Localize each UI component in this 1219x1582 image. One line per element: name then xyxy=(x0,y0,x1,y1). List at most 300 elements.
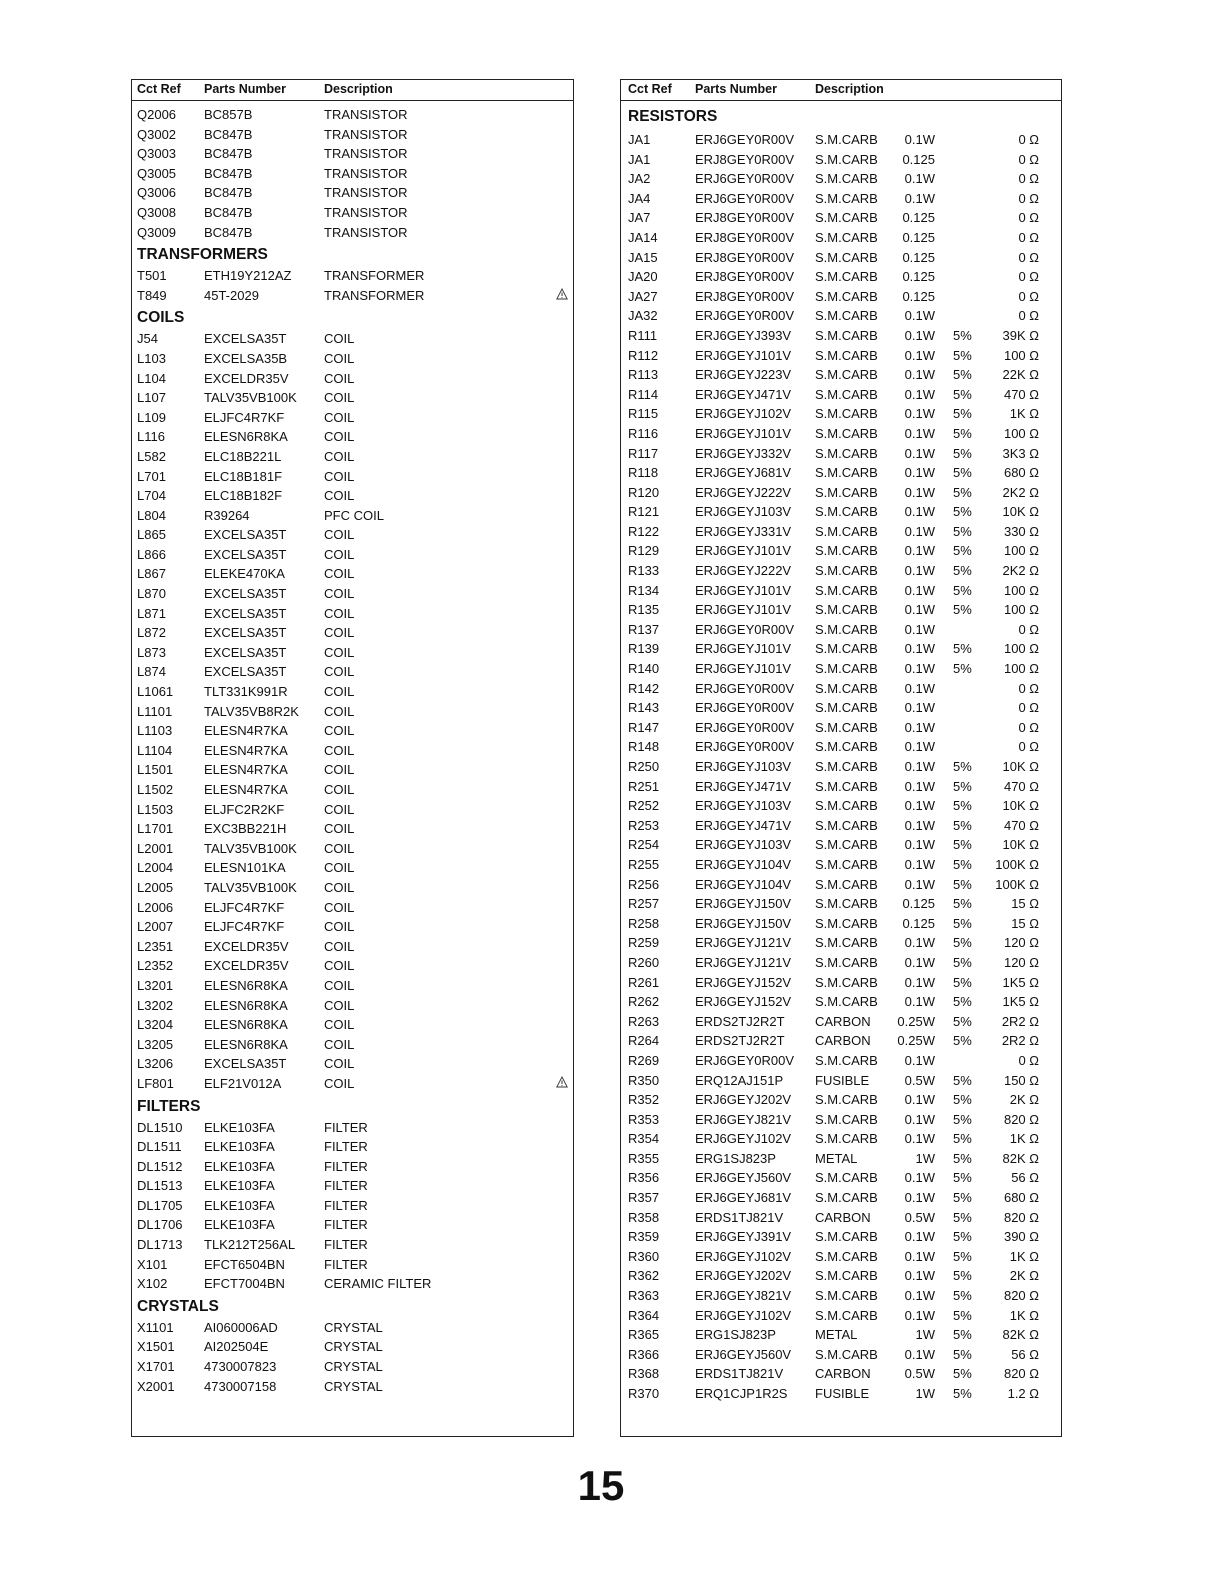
power-rating: 0.1W xyxy=(904,563,935,579)
table-row xyxy=(132,878,573,898)
tolerance: 5% xyxy=(953,1033,972,1049)
parts-number: EXCELSA35B xyxy=(204,350,288,366)
tolerance: 5% xyxy=(953,1248,972,1264)
table-row xyxy=(132,858,573,878)
table-row xyxy=(132,760,573,780)
power-rating: 0.1W xyxy=(904,798,935,814)
description: COIL xyxy=(324,409,355,425)
parts-number: EXCELSA35T xyxy=(204,527,287,543)
parts-number: ERJ8GEY0R00V xyxy=(695,229,794,245)
table-row xyxy=(621,698,1061,718)
cct-ref: R357 xyxy=(628,1190,660,1206)
cct-ref: R253 xyxy=(628,817,660,833)
power-rating: 0.1W xyxy=(904,1111,935,1127)
parts-number: BC847B xyxy=(204,126,253,142)
description: CARBON xyxy=(815,1033,871,1049)
cct-ref: L701 xyxy=(137,468,166,484)
parts-number: TALV35VB100K xyxy=(204,879,297,895)
table-row xyxy=(621,1090,1061,1110)
parts-number: ELESN4R7KA xyxy=(204,723,288,739)
cct-ref: JA27 xyxy=(628,288,658,304)
cct-ref: R257 xyxy=(628,896,660,912)
cct-ref: R362 xyxy=(628,1268,660,1284)
description: S.M.CARB xyxy=(815,523,878,539)
table-row xyxy=(621,1286,1061,1306)
cct-ref: L1501 xyxy=(137,762,174,778)
cct-ref: R254 xyxy=(628,837,660,853)
power-rating: 0.25W xyxy=(897,1013,935,1029)
table-row xyxy=(621,1364,1061,1384)
cct-ref: R147 xyxy=(628,719,660,735)
table-row xyxy=(132,564,573,584)
description: FILTER xyxy=(324,1237,368,1253)
power-rating: 0.1W xyxy=(904,386,935,402)
table-header xyxy=(132,80,573,101)
resistance-value: 120 Ω xyxy=(1003,935,1039,951)
description: S.M.CARB xyxy=(815,974,878,990)
resistance-value: 3K3 Ω xyxy=(1002,445,1039,461)
parts-number: BC847B xyxy=(204,224,253,240)
parts-number: ERJ6GEYJ102V xyxy=(695,406,792,422)
power-rating: 1W xyxy=(915,1327,935,1343)
table-row xyxy=(621,228,1061,248)
description: S.M.CARB xyxy=(815,1229,878,1245)
description: FILTER xyxy=(324,1119,368,1135)
power-rating: 0.1W xyxy=(904,1052,935,1068)
header-parts-number: Parts Number xyxy=(695,82,777,96)
parts-number: ELKE103FA xyxy=(204,1178,275,1194)
resistance-value: 820 Ω xyxy=(1003,1111,1039,1127)
description: S.M.CARB xyxy=(815,504,878,520)
parts-number: ERJ6GEYJ101V xyxy=(695,543,792,559)
tolerance: 5% xyxy=(953,1150,972,1166)
parts-number: ERJ6GEYJ150V xyxy=(695,915,792,931)
description: S.M.CARB xyxy=(815,582,878,598)
parts-number: ERJ6GEYJ331V xyxy=(695,523,792,539)
tolerance: 5% xyxy=(953,406,972,422)
table-row xyxy=(621,150,1061,170)
cct-ref: L873 xyxy=(137,644,166,660)
resistance-value: 15 Ω xyxy=(1011,896,1039,912)
power-rating: 0.1W xyxy=(904,994,935,1010)
description: S.M.CARB xyxy=(815,367,878,383)
table-row xyxy=(132,144,573,164)
tolerance: 5% xyxy=(953,974,972,990)
table-row xyxy=(132,266,573,286)
section-heading xyxy=(132,242,573,266)
resistance-value: 2R2 Ω xyxy=(1001,1013,1039,1029)
description: S.M.CARB xyxy=(815,171,878,187)
parts-number: ELESN4R7KA xyxy=(204,762,288,778)
table-row xyxy=(132,1015,573,1035)
resistance-value: 0 Ω xyxy=(1018,190,1039,206)
resistance-value: 10K Ω xyxy=(1002,504,1039,520)
description: TRANSISTOR xyxy=(324,224,408,240)
cct-ref: L107 xyxy=(137,390,166,406)
parts-number: ERJ6GEYJ681V xyxy=(695,1190,792,1206)
table-header xyxy=(621,80,1061,101)
parts-number: BC847B xyxy=(204,185,253,201)
power-rating: 0.1W xyxy=(904,367,935,383)
parts-number: ERJ6GEYJ202V xyxy=(695,1092,792,1108)
cct-ref: J54 xyxy=(137,331,158,347)
tolerance: 5% xyxy=(953,543,972,559)
power-rating: 0.1W xyxy=(904,1092,935,1108)
parts-number: ERJ6GEYJ101V xyxy=(695,582,792,598)
parts-number: ERJ8GEY0R00V xyxy=(695,210,794,226)
power-rating: 0.5W xyxy=(904,1072,935,1088)
parts-number: ERJ6GEYJ223V xyxy=(695,367,792,383)
resistance-value: 100 Ω xyxy=(1003,347,1039,363)
table-row xyxy=(132,898,573,918)
cct-ref: Q3006 xyxy=(137,185,177,201)
cct-ref: R112 xyxy=(628,347,659,363)
cct-ref: R114 xyxy=(628,386,659,402)
power-rating: 0.125 xyxy=(902,269,935,285)
parts-number: ERJ6GEYJ222V xyxy=(695,563,792,579)
power-rating: 0.1W xyxy=(904,190,935,206)
section-heading xyxy=(132,305,573,329)
table-row xyxy=(621,816,1061,836)
resistance-value: 2R2 Ω xyxy=(1001,1033,1039,1049)
description: FUSIBLE xyxy=(815,1386,870,1401)
description: FILTER xyxy=(324,1197,368,1213)
resistance-value: 10K Ω xyxy=(1002,798,1039,814)
description: S.M.CARB xyxy=(815,1346,878,1362)
cct-ref: L1503 xyxy=(137,801,174,817)
description: COIL xyxy=(324,586,355,602)
resistance-value: 0 Ω xyxy=(1018,151,1039,167)
power-rating: 0.1W xyxy=(904,327,935,343)
description: COIL xyxy=(324,566,355,582)
description: COIL xyxy=(324,625,355,641)
description: S.M.CARB xyxy=(815,308,878,324)
resistance-value: 0 Ω xyxy=(1018,739,1039,755)
power-rating: 0.25W xyxy=(897,1033,935,1049)
table-row xyxy=(132,839,573,859)
description: S.M.CARB xyxy=(815,1248,878,1264)
power-rating: 0.1W xyxy=(904,445,935,461)
power-rating: 0.1W xyxy=(904,132,935,147)
tolerance: 5% xyxy=(953,327,972,343)
parts-number: ERJ6GEYJ121V xyxy=(695,954,792,970)
tolerance: 5% xyxy=(953,465,972,481)
table-row xyxy=(621,1149,1061,1169)
table-row xyxy=(132,1357,573,1377)
parts-number: ERJ6GEY0R00V xyxy=(695,190,794,206)
parts-number: EXCELSA35T xyxy=(204,1056,287,1072)
parts-number: ERJ6GEY0R00V xyxy=(695,680,794,696)
resistance-value: 470 Ω xyxy=(1003,386,1039,402)
parts-number: ELKE103FA xyxy=(204,1158,275,1174)
cct-ref: DL1513 xyxy=(137,1178,183,1194)
description: S.M.CARB xyxy=(815,288,878,304)
parts-number: ERJ6GEYJ101V xyxy=(695,641,792,657)
power-rating: 0.1W xyxy=(904,837,935,853)
description: COIL xyxy=(324,762,355,778)
description: TRANSISTOR xyxy=(324,204,408,220)
power-rating: 0.5W xyxy=(904,1366,935,1382)
parts-number: EXCELDR35V xyxy=(204,938,289,954)
parts-number: ERJ6GEY0R00V xyxy=(695,132,794,147)
tolerance: 5% xyxy=(953,1288,972,1304)
table-row xyxy=(621,561,1061,581)
resistance-value: 56 Ω xyxy=(1011,1346,1039,1362)
table-row xyxy=(132,662,573,682)
resistance-value: 0 Ω xyxy=(1018,680,1039,696)
tolerance: 5% xyxy=(953,1229,972,1245)
cct-ref: JA4 xyxy=(628,190,651,206)
resistance-value: 0 Ω xyxy=(1018,621,1039,637)
parts-number: EXCELSA35T xyxy=(204,644,287,660)
table-row xyxy=(132,388,573,408)
table-row xyxy=(132,223,573,243)
parts-number: ERDS1TJ821V xyxy=(695,1209,784,1225)
table-row xyxy=(621,894,1061,914)
description: TRANSISTOR xyxy=(324,185,408,201)
table-row xyxy=(132,1337,573,1357)
description: S.M.CARB xyxy=(815,1268,878,1284)
parts-number: TALV35VB8R2K xyxy=(204,703,299,719)
parts-number: ERJ6GEYJ104V xyxy=(695,856,792,872)
resistance-value: 2K2 Ω xyxy=(1002,563,1039,579)
power-rating: 0.125 xyxy=(902,151,935,167)
table-row xyxy=(621,718,1061,738)
description: CRYSTAL xyxy=(324,1359,383,1375)
power-rating: 0.1W xyxy=(904,1170,935,1186)
description: S.M.CARB xyxy=(815,445,878,461)
parts-number: AI202504E xyxy=(204,1339,269,1355)
resistance-value: 0 Ω xyxy=(1018,719,1039,735)
description: COIL xyxy=(324,664,355,680)
tolerance: 5% xyxy=(953,445,972,461)
parts-number: EXCELSA35T xyxy=(204,605,287,621)
description: COIL xyxy=(324,723,355,739)
description: S.M.CARB xyxy=(815,719,878,735)
parts-number: ERJ6GEYJ103V xyxy=(695,837,792,853)
tolerance: 5% xyxy=(953,798,972,814)
tolerance: 5% xyxy=(953,1013,972,1029)
table-row xyxy=(132,105,573,125)
resistance-value: 100 Ω xyxy=(1003,661,1039,677)
tolerance: 5% xyxy=(953,994,972,1010)
tolerance: 5% xyxy=(953,347,972,363)
cct-ref: X1501 xyxy=(137,1339,175,1355)
description: COIL xyxy=(324,1056,355,1072)
tolerance: 5% xyxy=(953,1209,972,1225)
resistance-value: 1K Ω xyxy=(1009,1248,1039,1264)
tolerance: 5% xyxy=(953,602,972,618)
description: COIL xyxy=(324,370,355,386)
table-row xyxy=(132,183,573,203)
description: S.M.CARB xyxy=(815,1170,878,1186)
power-rating: 0.1W xyxy=(904,759,935,774)
table-row xyxy=(621,1051,1061,1071)
parts-number: ERJ6GEYJ821V xyxy=(695,1111,792,1127)
power-rating: 0.1W xyxy=(904,1346,935,1362)
parts-number: BC847B xyxy=(204,146,253,162)
table-row xyxy=(132,1074,573,1094)
cct-ref: R137 xyxy=(628,621,660,637)
description: COIL xyxy=(324,390,355,406)
parts-number: ERJ6GEYJ391V xyxy=(695,1229,792,1245)
description: S.M.CARB xyxy=(815,1288,878,1304)
parts-number: ERJ6GEYJ393V xyxy=(695,327,792,343)
parts-number: EXCELSA35T xyxy=(204,546,287,562)
table-row xyxy=(621,1188,1061,1208)
power-rating: 0.125 xyxy=(902,229,935,245)
description: S.M.CARB xyxy=(815,386,878,402)
parts-number: ELKE103FA xyxy=(204,1119,275,1135)
table-row xyxy=(621,737,1061,757)
resistance-value: 680 Ω xyxy=(1003,1190,1039,1206)
cct-ref: R250 xyxy=(628,759,660,774)
description: COIL xyxy=(324,860,355,876)
table-row xyxy=(621,385,1061,405)
power-rating: 0.1W xyxy=(904,739,935,755)
table-row xyxy=(621,267,1061,287)
power-rating: 0.1W xyxy=(904,171,935,187)
tolerance: 5% xyxy=(953,484,972,500)
table-row xyxy=(621,248,1061,268)
table-row xyxy=(621,1384,1061,1404)
resistance-value: 1K5 Ω xyxy=(1002,974,1039,990)
resistance-value: 0 Ω xyxy=(1018,288,1039,304)
power-rating: 0.1W xyxy=(904,1268,935,1284)
cct-ref: L3206 xyxy=(137,1056,174,1072)
resistance-value: 820 Ω xyxy=(1003,1209,1039,1225)
parts-number: ELJFC4R7KF xyxy=(204,409,285,425)
description: FILTER xyxy=(324,1139,368,1155)
parts-number: ERJ8GEY0R00V xyxy=(695,269,794,285)
parts-number: ERJ6GEYJ202V xyxy=(695,1268,792,1284)
description: S.M.CARB xyxy=(815,994,878,1010)
power-rating: 0.125 xyxy=(902,288,935,304)
description: TRANSISTOR xyxy=(324,107,408,122)
cct-ref: R360 xyxy=(628,1248,660,1264)
description: METAL xyxy=(815,1327,858,1343)
description: S.M.CARB xyxy=(815,700,878,716)
table-row xyxy=(132,1215,573,1235)
resistance-value: 0 Ω xyxy=(1018,171,1039,187)
parts-number: ELESN6R8KA xyxy=(204,977,288,993)
parts-number: ERJ6GEYJ560V xyxy=(695,1346,792,1362)
tolerance: 5% xyxy=(953,386,972,402)
parts-number: ERJ6GEYJ471V xyxy=(695,817,792,833)
cct-ref: R359 xyxy=(628,1229,660,1245)
cct-ref: L2004 xyxy=(137,860,174,876)
parts-number: ERJ6GEY0R00V xyxy=(695,739,794,755)
resistance-value: 820 Ω xyxy=(1003,1366,1039,1382)
table-row xyxy=(621,777,1061,797)
description: COIL xyxy=(324,605,355,621)
cct-ref: JA32 xyxy=(628,308,658,324)
power-rating: 0.1W xyxy=(904,523,935,539)
cct-ref: DL1706 xyxy=(137,1217,183,1233)
description: S.M.CARB xyxy=(815,465,878,481)
parts-number: ERG1SJ823P xyxy=(695,1150,776,1166)
cct-ref: R129 xyxy=(628,543,660,559)
resistance-value: 100 Ω xyxy=(1003,641,1039,657)
resistance-value: 820 Ω xyxy=(1003,1288,1039,1304)
cct-ref: R143 xyxy=(628,700,660,716)
parts-number: ERG1SJ823P xyxy=(695,1327,776,1343)
table-row xyxy=(132,427,573,447)
resistance-value: 0 Ω xyxy=(1018,308,1039,324)
resistance-value: 1K5 Ω xyxy=(1002,994,1039,1010)
parts-number: ELESN101KA xyxy=(204,860,286,876)
table-row xyxy=(132,1255,573,1275)
resistance-value: 0 Ω xyxy=(1018,1052,1039,1068)
cct-ref: JA14 xyxy=(628,229,658,245)
table-row xyxy=(132,1137,573,1157)
resistance-value: 82K Ω xyxy=(1002,1150,1039,1166)
parts-number: EXCELDR35V xyxy=(204,958,289,974)
description: S.M.CARB xyxy=(815,641,878,657)
parts-number: ERJ6GEYJ101V xyxy=(695,661,792,677)
table-row xyxy=(621,169,1061,189)
table-row xyxy=(621,1110,1061,1130)
tolerance: 5% xyxy=(953,1131,972,1147)
description: S.M.CARB xyxy=(815,798,878,814)
cct-ref: L1103 xyxy=(137,723,173,739)
parts-number: ERJ6GEYJ332V xyxy=(695,445,792,461)
cct-ref: R134 xyxy=(628,582,660,598)
parts-number: ERJ8GEY0R00V xyxy=(695,249,794,265)
power-rating: 0.1W xyxy=(904,856,935,872)
description: COIL xyxy=(324,546,355,562)
table-row xyxy=(621,346,1061,366)
parts-number: ERJ6GEYJ471V xyxy=(695,386,792,402)
tolerance: 5% xyxy=(953,1386,972,1401)
tolerance: 5% xyxy=(953,856,972,872)
cct-ref: X1101 xyxy=(137,1319,174,1335)
resistance-value: 0 Ω xyxy=(1018,269,1039,285)
table-row xyxy=(132,604,573,624)
description: S.M.CARB xyxy=(815,1307,878,1323)
page-number: 15 xyxy=(577,1462,625,1509)
table-row xyxy=(132,937,573,957)
power-rating: 0.1W xyxy=(904,543,935,559)
description: S.M.CARB xyxy=(815,1131,878,1147)
cct-ref: L3204 xyxy=(137,1017,174,1033)
parts-number: TALV35VB100K xyxy=(204,390,297,406)
power-rating: 0.1W xyxy=(904,406,935,422)
cct-ref: L3201 xyxy=(137,977,174,993)
description: COIL xyxy=(324,801,355,817)
table-row xyxy=(132,369,573,389)
description: S.M.CARB xyxy=(815,778,878,794)
power-rating: 0.1W xyxy=(904,1288,935,1304)
cct-ref: R353 xyxy=(628,1111,660,1127)
parts-number: ERDS1TJ821V xyxy=(695,1366,784,1382)
description: S.M.CARB xyxy=(815,896,878,912)
cct-ref: DL1713 xyxy=(137,1237,183,1253)
table-row xyxy=(621,1012,1061,1032)
cct-ref: L104 xyxy=(137,370,166,386)
resistance-value: 39K Ω xyxy=(1002,327,1039,343)
resistance-value: 0 Ω xyxy=(1018,132,1039,147)
safety-warning-icon xyxy=(556,1074,568,1086)
description: S.M.CARB xyxy=(815,817,878,833)
parts-number: EFCT7004BN xyxy=(204,1276,285,1292)
table-row xyxy=(621,130,1061,150)
power-rating: 0.1W xyxy=(904,504,935,520)
tolerance: 5% xyxy=(953,367,972,383)
description: COIL xyxy=(324,1036,355,1052)
section-title: FILTERS xyxy=(137,1097,201,1115)
parts-number: ERJ6GEYJ471V xyxy=(695,778,792,794)
